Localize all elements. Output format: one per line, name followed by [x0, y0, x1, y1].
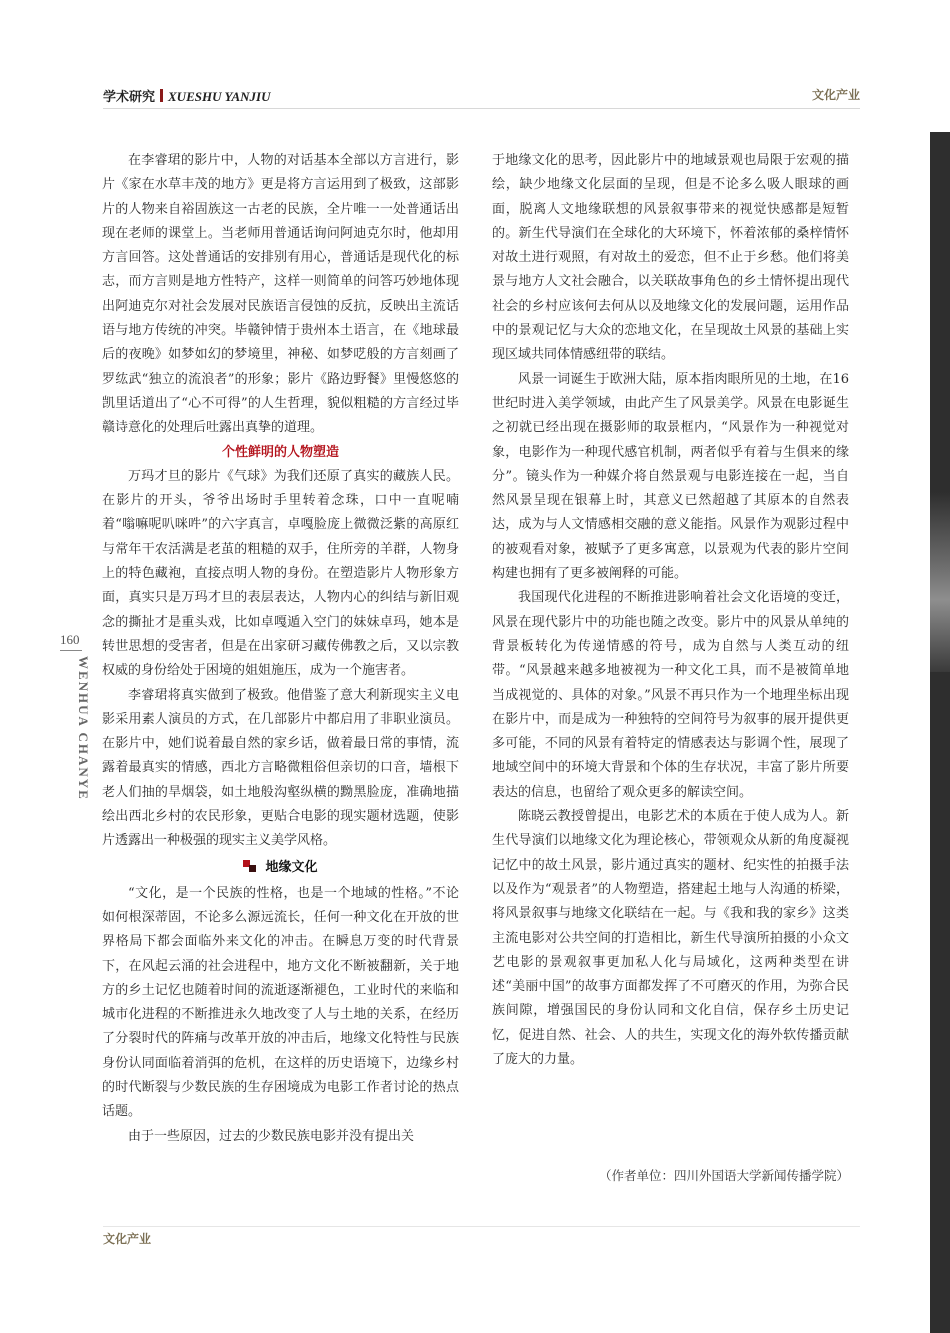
- page-number-rule: [60, 650, 82, 651]
- paragraph: 风景一词诞生于欧洲大陆，原本指肉眼所见的土地，在16世纪时进入美学领域，由此产生了风景美学。风景在电影诞生之初就已经出现在摄影师的取景框内，“风景作为一种视觉对象，电影作为一种现代感官机制，两者似乎有着与生俱来的缘分”。镜头作为一种媒介将自然景观与电影连接在一起，当自然风景呈现在银幕上时，其意义已然超越了其原本的自然表达，成为与人文情感相交融的意义能指。风景作为观影过程中的被观看对象，被赋予了更多寓意，以景观为代表的影片空间构建也拥有了更多被阐释的可能。: [492, 371, 849, 582]
- header-rule: [103, 108, 860, 109]
- header-section-cn: 学术研究: [103, 90, 156, 105]
- paragraph: “文化，是一个民族的性格，也是一个地域的性格。”不论如何根深蒂固，不论多么源远流长，任何一种文化在开放的世界格局下都会面临外来文化的冲击。在瞬息万变的时代背景下，在风起云涌的社会进程中，地方文化不断被翻新，关于地方的乡土记忆也随着时间的流逝逐渐褪色，工业时代的来临和城市化进程的不断推进永久地改变了人与土地的关系，在经历了分裂时代的阵痛与改革开放的冲击后，地缘文化特性与民族身份认同面临着消弭的危机，在这样的历史语境下，边缘乡村的时代断裂与少数民族的生存困境成为电影工作者讨论的热点话题。: [102, 885, 459, 1120]
- footer-rule: [103, 1226, 860, 1227]
- page-header: [103, 86, 860, 106]
- section-heading: [102, 854, 459, 882]
- subheading-characters: 个性鲜明的人物塑造: [221, 444, 339, 460]
- edge-photo-highlight: [930, 492, 950, 672]
- paragraph: 由于一些原因，过去的少数民族电影并没有提出关: [128, 1128, 415, 1144]
- page-number: 160: [60, 632, 80, 647]
- right-column: [492, 149, 849, 1072]
- paragraph: 陈晓云教授曾提出，电影艺术的本质在于使人成为人。新生代导演们以地缘文化为理论核心，带领观众从新的角度凝视记忆中的故土风景，影片通过真实的题材、纪实性的拍摄手法以及作为“观景者”的人物塑造，搭建起土地与人沟通的桥梁，将风景叙事与地缘文化联结在一起。与《我和我的家乡》这类主流电影对公共空间的打造相比，新生代导演所拍摄的小众文艺电影的景观叙事更加私人化与局域化，这两种类型在讲述“美丽中国”的故事方面都发挥了不可磨灭的作用，为弥合民族间隙，增强国民的身份认同和文化自信，保存乡土历史记忆，促进自然、社会、人的共生，实现文化的海外软传播贡献了庞大的力量。: [492, 809, 849, 1067]
- paragraph: 李睿珺将真实做到了极致。他借鉴了意大利新现实主义电影采用素人演员的方式，在几部影片中都启用了非职业演员。在影片中，她们说着最自然的家乡话，做着最日常的事情，流露着最真实的情感，西北方言略微粗俗但亲切的口音，墙根下老人们抽的旱烟袋，如土地般沟壑纵横的黝黑脸庞，准确地描绘出西北乡村的农民形象，更贴合电影的现实题材选题，使影片透露出一种极强的现实主义美学风格。: [102, 687, 459, 849]
- edge-photo-strip: [930, 132, 950, 1333]
- header-section: [103, 86, 270, 105]
- footer-journal-name: 文化产业: [103, 1232, 152, 1246]
- section-marker-icon: [243, 860, 259, 872]
- header-journal-name: 文化产业: [811, 88, 860, 102]
- header-divider: [160, 89, 163, 102]
- paragraph-continued: 于地缘文化的思考，因此影片中的地域景观也局限于宏观的描绘，缺少地缘文化层面的呈现，但是不论多么吸人眼球的画面，脱离人文地缘联想的风景叙事带来的视觉快感都是短暂的。新生代导演们在全球化的大环境下，怀着浓郁的桑梓情怀对故土进行观照，有对故土的爱恋，但不止于乡愁。他们将美景与地方人文社会融合，以关联故事角色的乡土情怀提出现代社会的乡村应该何去何从以及地缘文化的发展问题，运用作品中的景观记忆与大众的恋地文化，在呈现故土风景的基础上实现区域共同体情感纽带的联结。: [492, 153, 849, 363]
- author-affiliation: （作者单位：四川外国语大学新闻传播学院）: [598, 1168, 849, 1183]
- vertical-journal-label: WENHUA CHANYE: [76, 656, 91, 801]
- paragraph: 我国现代化进程的不断推进影响着社会文化语境的变迁，风景在现代影片中的功能也随之改变。影片中的风景从单纯的背景板转化为传递情感的符号，成为自然与人类互动的纽带。“风景越来越多地被视为一种文化工具，而不是被简单地当成视觉的、具体的对象。”风景不再只作为一个地理坐标出现在影片中，而是成为一种独特的空间符号为叙事的展开提供更多可能，不同的风景有着特定的情感表达与影调个性，展现了地域空间中的环境大背景和个体的生存状况，丰富了影片所要表达的信息，也留给了观众更多的解读空间。: [492, 590, 849, 800]
- paragraph: 万玛才旦的影片《气球》为我们还原了真实的藏族人民。在影片的开头，爷爷出场时手里转着念珠，口中一直呢喃着“嗡嘛呢叭咪吽”的六字真言，卓嘎脸庞上微微泛紫的高原红与常年干农活满是老茧的粗糙的双手，住所旁的羊群，人物身上的特色藏袍，直接点明人物的身份。在塑造影片人物形象方面，真实只是万玛才旦的表层表达，人物内心的纠结与新旧观念的撕扯才是重头戏，比如卓嘎遁入空门的妹妹卓玛，她本是转世思想的受害者，但是在出家研习藏传佛教之后，又以宗教权威的身份给处于困境的姐姐施压，成为一个施害者。: [102, 468, 459, 679]
- header-section-latin: XUESHU YANJIU: [168, 89, 271, 104]
- section-heading-text: 地缘文化: [265, 859, 318, 875]
- paragraph: 在李睿珺的影片中，人物的对话基本全部以方言进行，影片《家在水草丰茂的地方》更是将方言运用到了极致，这部影片的人物来自裕固族这一古老的民族，全片唯一一处普通话出现在老师的课堂上。当老师用普通话询问阿迪克尔时，他却用方言回答。这处普通话的安排别有用心，普通话是现代化的标志，而方言则是地方性特产，这样一则简单的问答巧妙地体现出阿迪克尔对社会发展对民族语言侵蚀的反抗，反映出主流话语与地方传统的冲突。毕赣钟情于贵州本土语言，在《地球最后的夜晚》如梦如幻的梦境里，神秘、如梦呓般的方言刻画了罗纮武“独立的流浪者”的形象；影片《路边野餐》里慢悠悠的凯里话道出了“心不可得”的人生哲理，貌似粗糙的方言经过毕赣诗意化的处理后吐露出真挚的道理。: [102, 153, 459, 436]
- left-column: [102, 149, 459, 1149]
